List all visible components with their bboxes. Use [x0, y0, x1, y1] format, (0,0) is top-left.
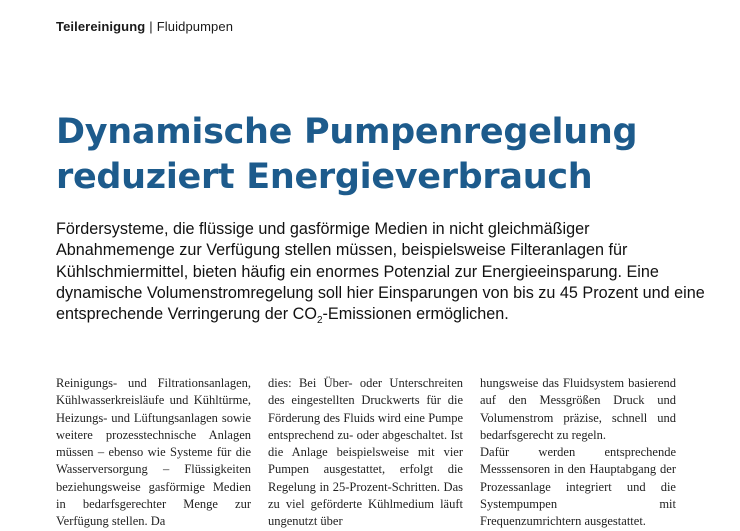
lead-text: Fördersysteme, die flüssige und gasförmige Medien in nicht gleichmäßiger Abnahmemenge zur Verfügung stellen müssen, beispielsweise Filteranlagen für Kühlschmiermittel, bieten häufig ein enormes Potenzial zur Energieeinsparung. Eine dynamische Volumenstromregelung soll hier Einsparungen von bis zu 45 Prozent und eine entsprechende Verringerung der CO — [56, 220, 705, 324]
breadcrumb — [56, 19, 233, 34]
body-paragraph: hungsweise das Fluidsystem basierend auf den Messgrößen Druck und Volumenstrom präzise, schnell und bedarfsgerecht zu regeln. — [480, 376, 676, 442]
body-paragraph: Dafür werden entsprechende Messsensoren in den Hauptabgang der Prozessanlage integriert und die Systempumpen mit Frequenzumrichtern ausgestattet. — [480, 445, 676, 529]
headline-line-2: reduziert Energieverbrauch — [56, 157, 593, 197]
breadcrumb-category: Fluidpumpen — [156, 19, 234, 34]
breadcrumb-separator: | — [149, 19, 153, 34]
body-column-3 — [480, 375, 676, 529]
lead-subscript: 2 — [316, 315, 323, 327]
article-lead — [56, 219, 708, 325]
article-headline — [56, 110, 696, 200]
lead-text-end: -Emissionen ermöglichen. — [322, 305, 509, 324]
body-column-2 — [268, 375, 463, 529]
headline-line-1: Dynamische Pumpenregelung — [56, 112, 638, 152]
body-column-1 — [56, 375, 251, 529]
body-paragraph: dies: Bei Über- oder Unterschreiten des eingestellten Druckwerts für die Förderung des Fluids wird eine Pumpe entsprechend zu- oder abgeschaltet. Ist die Anlage beispielsweise mit vier Pumpen ausgestattet, erfolgt die Regelung in 25-Prozent-Schritten. Das zu viel geförderte Kühlmedium läuft ungenutzt über — [268, 376, 463, 529]
breadcrumb-section: Teilereinigung — [56, 19, 146, 34]
body-paragraph: Reinigungs- und Filtrationsanlagen, Kühlwasserkreisläufe und Kühltürme, Heizungs- und Lüftungsanlagen sowie weitere prozesstechnische Anlagen müssen – ebenso wie Systeme für die Wasserversorgung – Flüssigkeiten beziehungsweise gasförmige Medien in bedarfsgerechter Menge zur Verfügung stellen. Da — [56, 376, 251, 529]
